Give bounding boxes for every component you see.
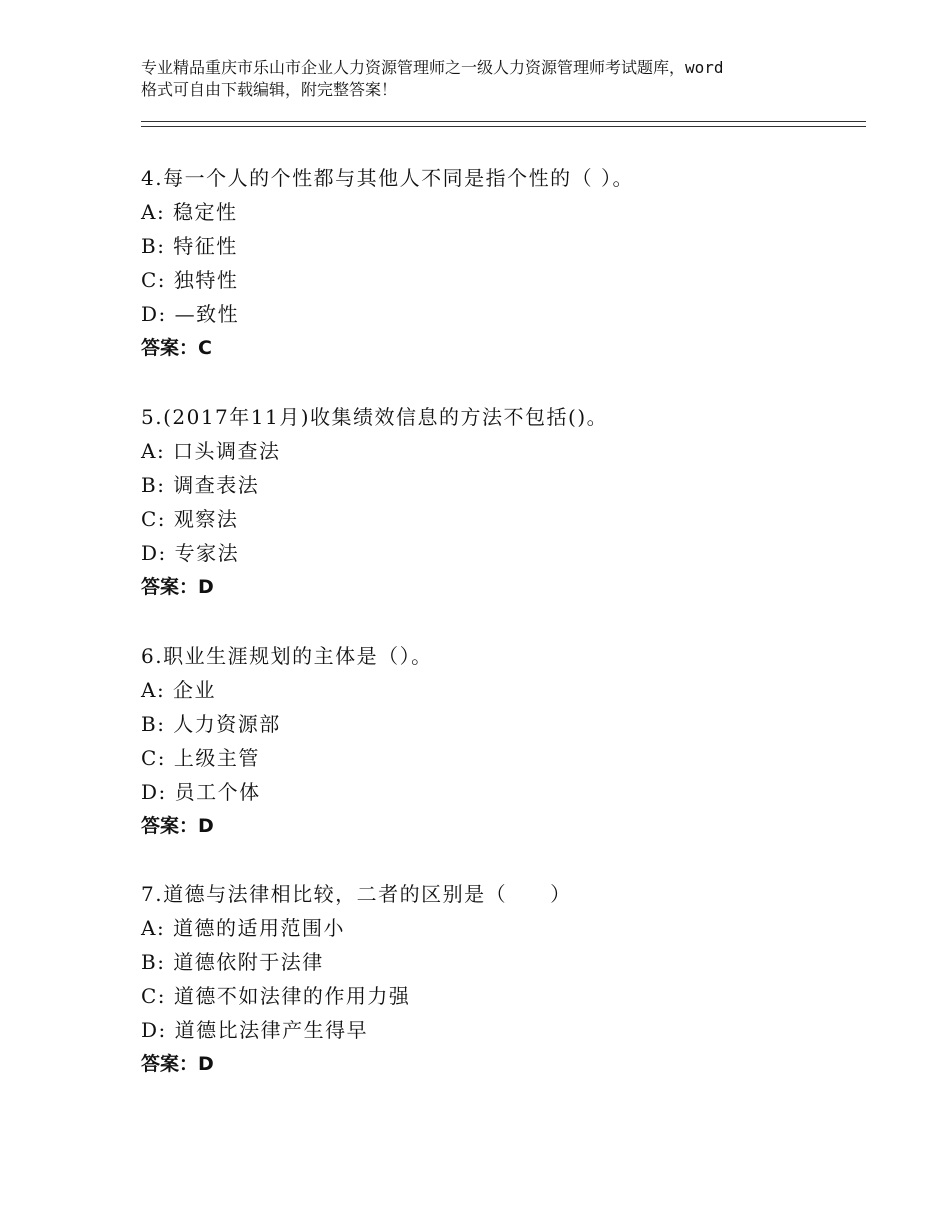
option-a: A: 稳定性 xyxy=(141,200,238,224)
header-divider xyxy=(141,121,866,127)
document-header xyxy=(141,57,841,101)
option-c: C: 道德不如法律的作用力强 xyxy=(141,984,411,1008)
question-stem: 4.每一个人的个性都与其他人不同是指个性的（ ）。 xyxy=(141,166,634,190)
option-c: C: 观察法 xyxy=(141,507,239,531)
option-d: D: 道德比法律产生得早 xyxy=(141,1018,369,1042)
answer-line: 答案：D xyxy=(141,815,214,837)
option-c: C: 上级主管 xyxy=(141,746,260,770)
answer-line: 答案：C xyxy=(141,337,212,359)
header-line-1: 专业精品重庆市乐山市企业人力资源管理师之一级人力资源管理师考试题库，word xyxy=(141,58,724,77)
question-stem: 5.(2017年11月)收集绩效信息的方法不包括()。 xyxy=(141,405,609,429)
question-7 xyxy=(141,877,861,1081)
option-d: D: 员工个体 xyxy=(141,780,261,804)
answer-line: 答案：D xyxy=(141,1053,214,1075)
option-c: C: 独特性 xyxy=(141,268,239,292)
option-b: B: 调查表法 xyxy=(141,473,260,497)
option-b: B: 特征性 xyxy=(141,234,238,258)
option-a: A: 道德的适用范围小 xyxy=(141,916,346,940)
option-b: B: 道德依附于法律 xyxy=(141,950,324,974)
option-d: D: —致性 xyxy=(141,302,240,326)
question-6 xyxy=(141,639,861,843)
option-a: A: 口头调查法 xyxy=(141,439,281,463)
question-5 xyxy=(141,400,861,604)
option-a: A: 企业 xyxy=(141,678,217,702)
answer-line: 答案：D xyxy=(141,576,214,598)
question-stem: 7.道德与法律相比较，二者的区别是（ ） xyxy=(141,882,572,906)
option-d: D: 专家法 xyxy=(141,541,240,565)
header-line-2: 格式可自由下载编辑，附完整答案！ xyxy=(141,80,398,99)
question-stem: 6.职业生涯规划的主体是（）。 xyxy=(141,644,433,668)
option-b: B: 人力资源部 xyxy=(141,712,281,736)
question-4 xyxy=(141,161,861,365)
